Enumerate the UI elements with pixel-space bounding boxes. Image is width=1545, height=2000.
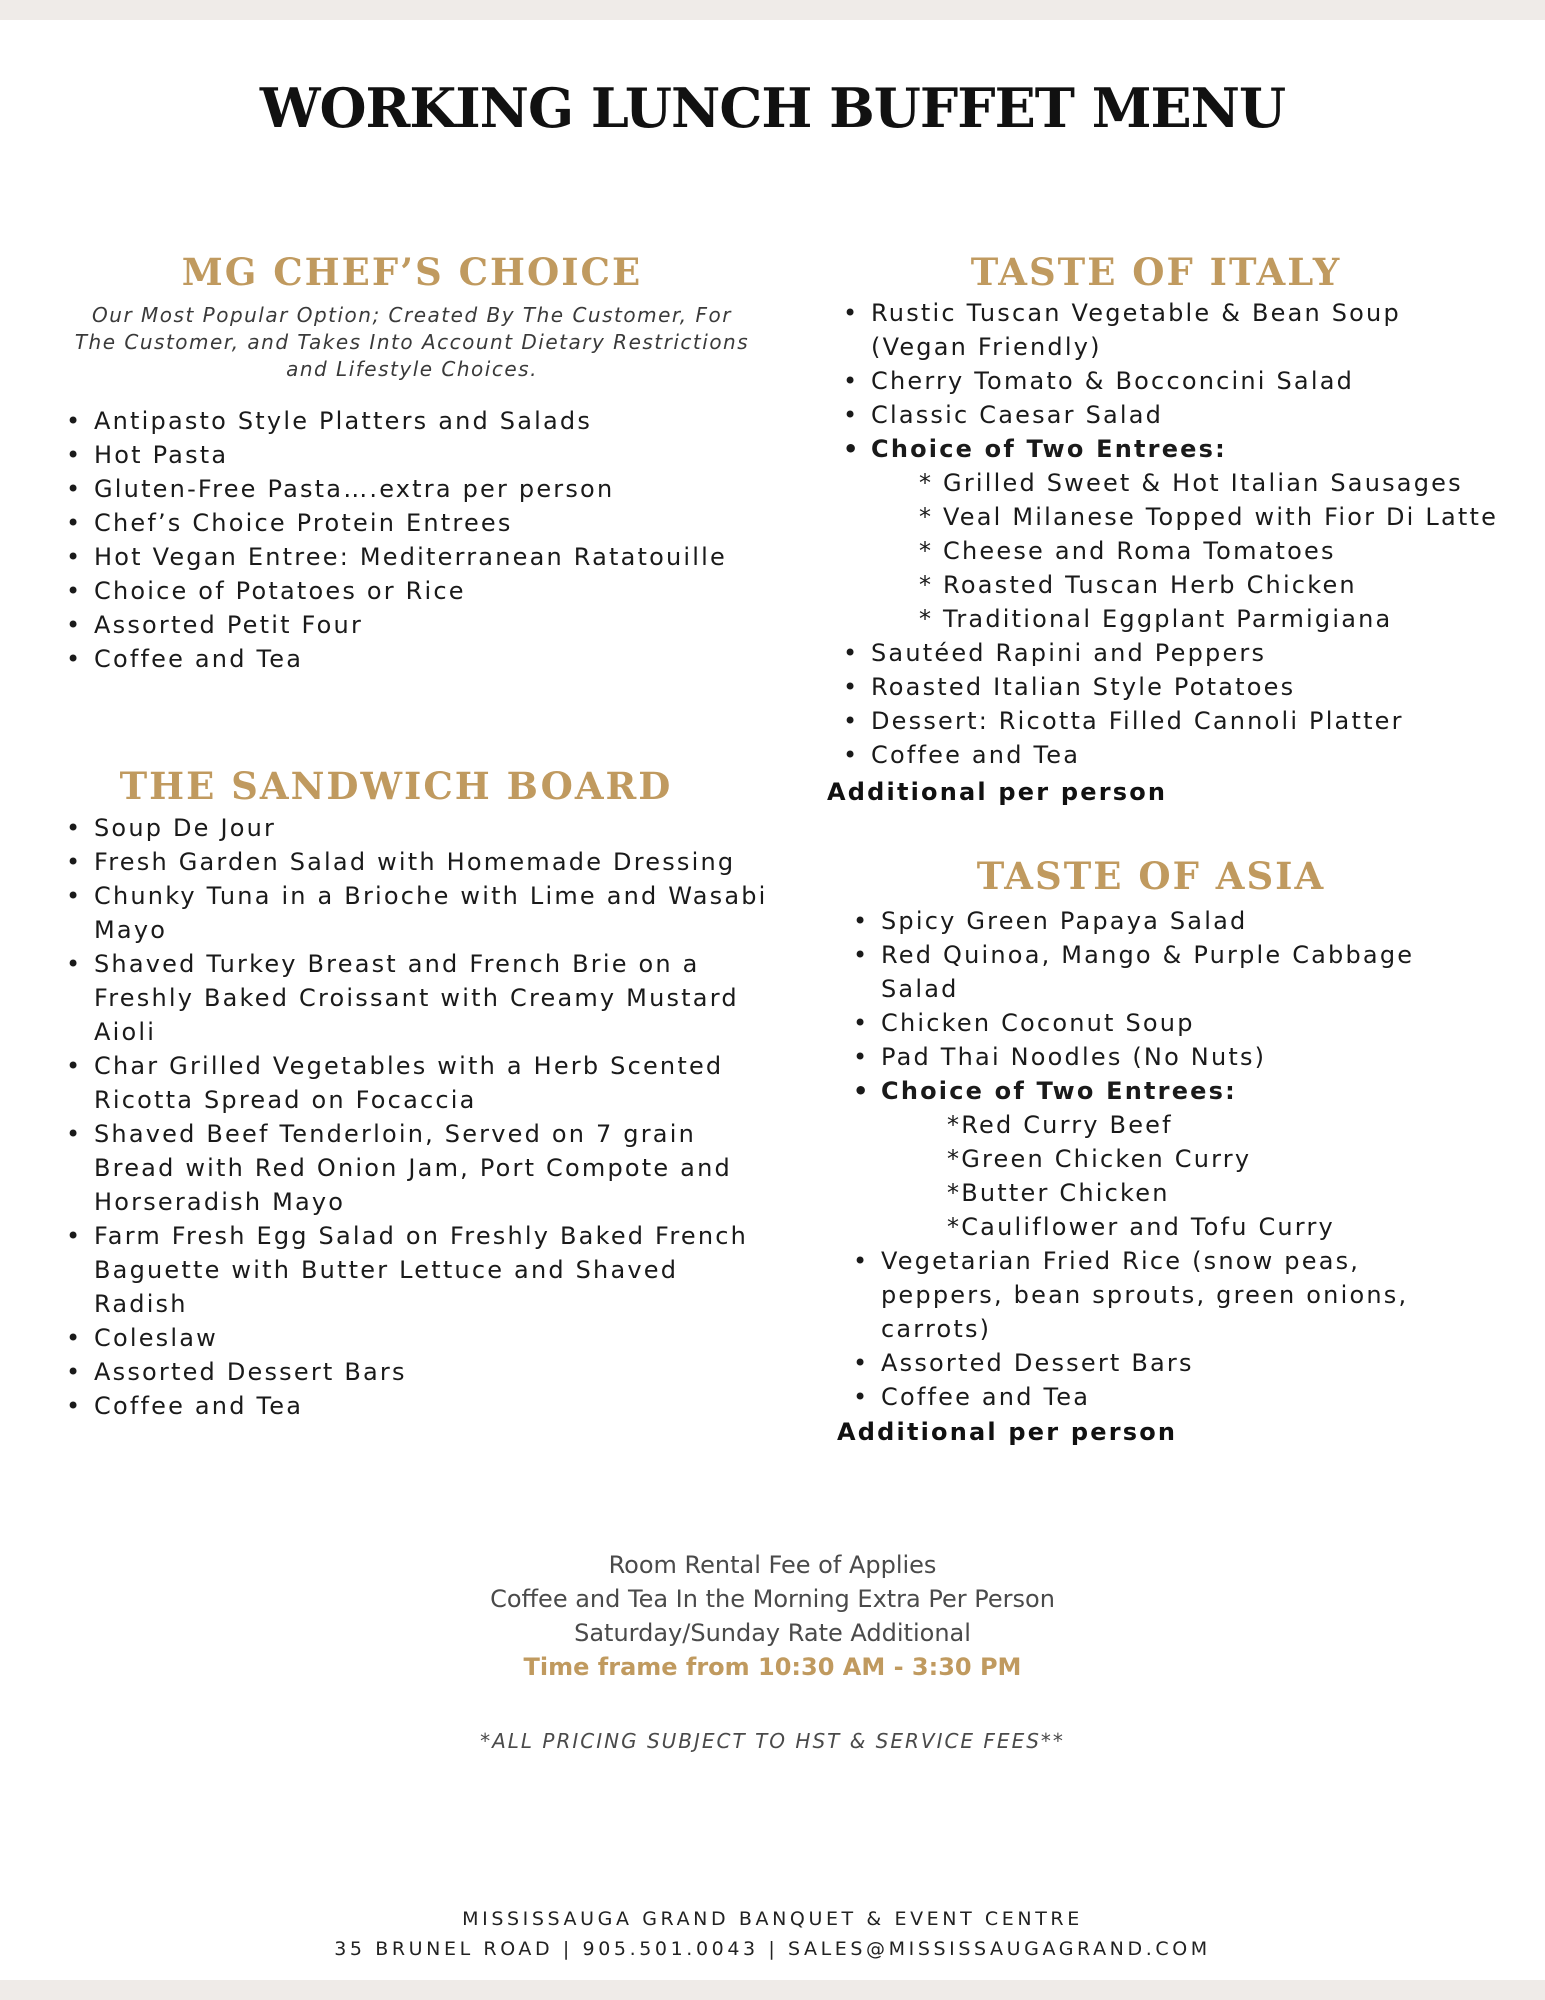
list-item-continuation: Radish [94,1290,188,1318]
entree-option: *Butter Chicken [947,1179,1170,1207]
chefs-choice-list [94,404,727,676]
list-item: • Farm Fresh Egg Salad on Freshly Baked French [94,1219,768,1253]
weekend-rate-note: Saturday/Sunday Rate Additional [574,1619,971,1647]
entree-option: * Roasted Tuscan Herb Chicken [919,571,1357,599]
list-item-continuation: Ricotta Spread on Focaccia [94,1086,477,1114]
sandwich-board-list [94,811,768,1423]
list-item: • Red Quinoa, Mango & Purple Cabbage [881,938,1414,972]
list-item: • Spicy Green Papaya Salad [881,904,1414,938]
italy-additional-note: Additional per person [827,778,1168,806]
list-item: • Fresh Garden Salad with Homemade Dressing [94,845,768,879]
list-item: • Coffee and Tea [881,1380,1414,1414]
list-item: • Coleslaw [94,1321,768,1355]
list-item-continuation: Salad [881,975,959,1003]
chefs-choice-subtitle [56,302,768,383]
subtitle-line: and Lifestyle Choices. [286,357,538,381]
list-item-continuation: (Vegan Friendly) [871,333,1102,361]
list-item: • Hot Vegan Entree: Mediterranean Ratatouille [94,540,727,574]
list-item-entree-choice: • Choice of Two Entrees: [871,432,1498,466]
taste-of-italy-heading: TASTE OF ITALY [970,250,1342,294]
list-item: • Coffee and Tea [871,738,1498,772]
list-item: • Chunky Tuna in a Brioche with Lime and Wasabi [94,879,768,913]
list-item-continuation: Horseradish Mayo [94,1188,346,1216]
list-item: • Antipasto Style Platters and Salads [94,404,727,438]
chefs-choice-heading: MG CHEF’S CHOICE [181,250,643,294]
taste-of-asia-heading: TASTE OF ASIA [976,854,1326,898]
asia-additional-note: Additional per person [837,1418,1178,1446]
list-item-continuation: Freshly Baked Croissant with Creamy Mustard [94,984,739,1012]
list-item: • Hot Pasta [94,438,727,472]
list-item: • Vegetarian Fried Rice (snow peas, [881,1244,1414,1278]
subtitle-line: Our Most Popular Option; Created By The Customer, For [92,303,732,327]
list-item-continuation: Aioli [94,1018,157,1046]
venue-name: MISSISSAUGA GRAND BANQUET & EVENT CENTRE [462,1908,1083,1930]
list-item: • Classic Caesar Salad [871,398,1498,432]
list-item: • Assorted Dessert Bars [94,1355,768,1389]
entree-option: * Cheese and Roma Tomatoes [919,537,1336,565]
list-item-continuation: carrots) [881,1315,992,1343]
list-item: • Shaved Turkey Breast and French Brie on a [94,947,768,981]
list-item: • Assorted Dessert Bars [881,1346,1414,1380]
entree-option: * Grilled Sweet & Hot Italian Sausages [919,469,1463,497]
entree-option: *Red Curry Beef [947,1111,1173,1139]
list-item: • Cherry Tomato & Bocconcini Salad [871,364,1498,398]
list-item-continuation: Bread with Red Onion Jam, Port Compote and [94,1154,732,1182]
list-item: • Chef’s Choice Protein Entrees [94,506,727,540]
taste-of-asia-list [881,904,1414,1414]
time-frame-note: Time frame from 10:30 AM - 3:30 PM [523,1653,1022,1681]
list-item: • Chicken Coconut Soup [881,1006,1414,1040]
list-item-continuation: peppers, bean sprouts, green onions, [881,1281,1409,1309]
morning-coffee-note: Coffee and Tea In the Morning Extra Per Person [490,1585,1055,1613]
list-item: • Sautéed Rapini and Peppers [871,636,1498,670]
room-rental-note: Room Rental Fee of Applies [608,1551,937,1579]
list-item: • Assorted Petit Four [94,608,727,642]
list-item: • Rustic Tuscan Vegetable & Bean Soup [871,296,1498,330]
list-item: • Coffee and Tea [94,642,727,676]
taste-of-italy-list [871,296,1498,772]
menu-page [0,20,1545,1980]
list-item: • Pad Thai Noodles (No Nuts) [881,1040,1414,1074]
list-item-continuation: Mayo [94,916,168,944]
list-item-entree-choice: • Choice of Two Entrees: [881,1074,1414,1108]
list-item: • Shaved Beef Tenderloin, Served on 7 grain [94,1117,768,1151]
pricing-disclaimer: *ALL PRICING SUBJECT TO HST & SERVICE FEES** [480,1729,1065,1753]
list-item: • Char Grilled Vegetables with a Herb Scented [94,1049,768,1083]
list-item: • Soup De Jour [94,811,768,845]
list-item: • Gluten-Free Pasta….extra per person [94,472,727,506]
page-title: WORKING LUNCH BUFFET MENU [259,76,1286,140]
list-item: • Roasted Italian Style Potatoes [871,670,1498,704]
subtitle-line: The Customer, and Takes Into Account Dietary Restrictions [74,330,750,354]
list-item: • Dessert: Ricotta Filled Cannoli Platter [871,704,1498,738]
entree-option: * Veal Milanese Topped with Fior Di Latte [919,503,1499,531]
list-item-continuation: Baguette with Butter Lettuce and Shaved [94,1256,679,1284]
entree-option: * Traditional Eggplant Parmigiana [919,605,1393,633]
list-item: • Coffee and Tea [94,1389,768,1423]
sandwich-board-heading: THE SANDWICH BOARD [119,764,673,808]
entree-option: *Cauliflower and Tofu Curry [947,1213,1335,1241]
entree-option: *Green Chicken Curry [947,1145,1252,1173]
venue-contact: 35 BRUNEL ROAD | 905.501.0043 | SALES@MISSISSAUGAGRAND.COM [334,1938,1211,1960]
list-item: • Choice of Potatoes or Rice [94,574,727,608]
